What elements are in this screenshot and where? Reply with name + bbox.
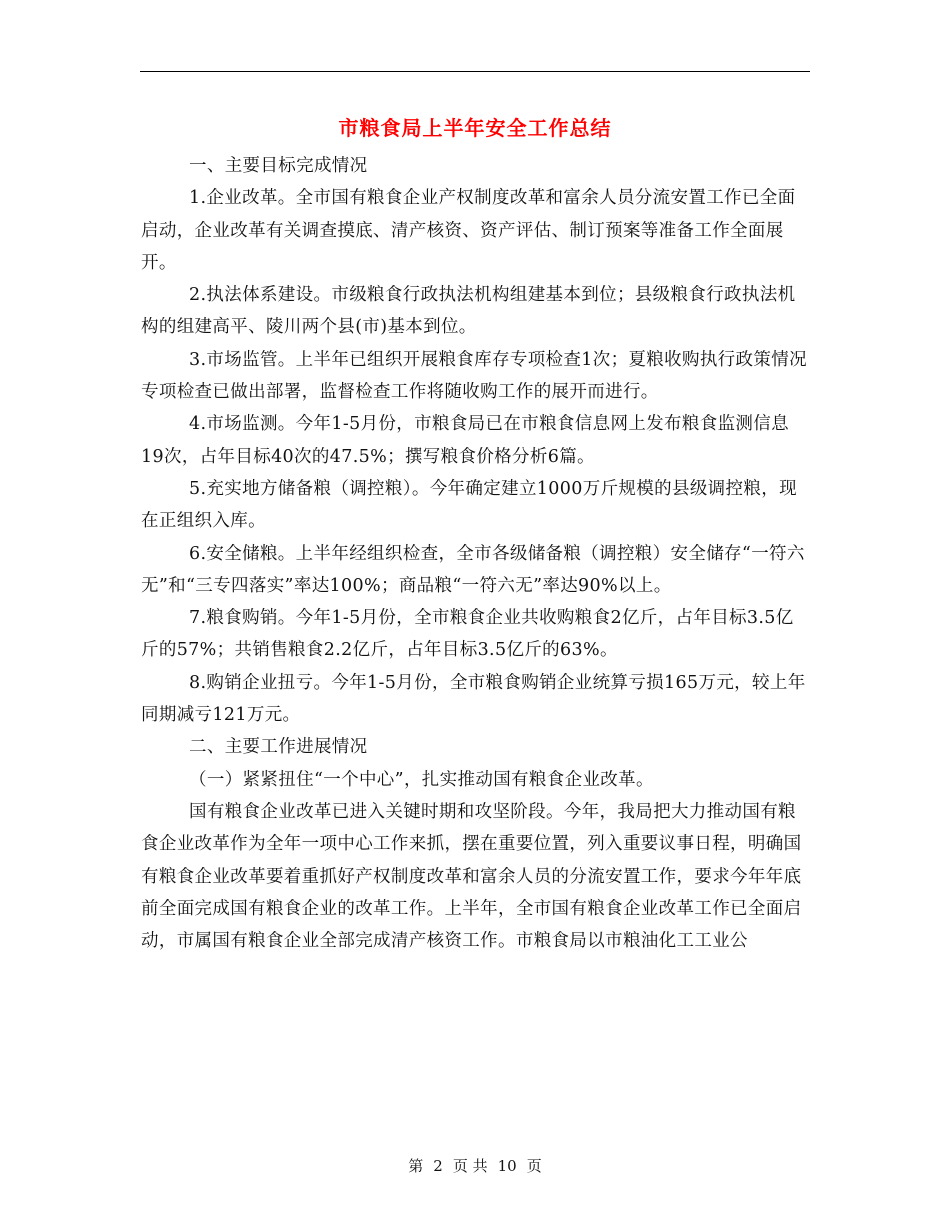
paragraph: 6.安全储粮。上半年经组织检查，全市各级储备粮（调控粮）安全储存“一符六无”和“三专四落实”率达100%；商品粮“一符六无”率达90%以上。	[141, 543, 805, 596]
footer-middle: 页 共	[452, 1157, 488, 1175]
document-body	[141, 150, 811, 957]
section-heading: 一、主要目标完成情况	[189, 156, 368, 176]
section-heading: 二、主要工作进展情况	[189, 737, 368, 758]
paragraph: 5.充实地方储备粮（调控粮）。今年确定建立1000万斤规模的县级调控粮，现在正组织入库。	[141, 478, 797, 532]
paragraph: 3.市场监管。上半年已组织开展粮食库存专项检查1次；夏粮收购执行政策情况专项检查已做出部署，监督检查工作将随收购工作的展开而进行。	[141, 349, 807, 403]
header-rule	[140, 71, 810, 72]
paragraph: 7.粮食购销。今年1-5月份，全市粮食企业共收购粮食2亿斤，占年目标3.5亿斤的57%；共销售粮食2.2亿斤，占年目标3.5亿斤的63%。	[141, 608, 794, 661]
footer-suffix: 页	[526, 1157, 542, 1175]
paragraph: 2.执法体系建设。市级粮食行政执法机构组建基本到位；县级粮食行政执法机构的组建高平、陵川两个县(市)基本到位。	[141, 285, 796, 338]
paragraph: 4.市场监测。今年1-5月份，市粮食局已在市粮食信息网上发布粮食监测信息19次，占年目标40次的47.5%；撰写粮食价格分析6篇。	[141, 414, 789, 467]
document-title: 市粮食局上半年安全工作总结	[338, 116, 612, 140]
paragraph: 国有粮食企业改革已进入关键时期和攻坚阶段。今年，我局把大力推动国有粮食企业改革作为全年一项中心工作来抓，摆在重要位置，列入重要议事日程，明确国有粮食企业改革要着重抓好产权制度改革和富余人员的分流安置工作，要求今年年底前全面完成国有粮食企业的改革工作。上半年，全市国有粮食企业改革工作已全面启动，市属国有粮食企业全部完成清产核资工作。市粮食局以市粮油化工工业公	[141, 801, 802, 952]
subsection-heading: （一）紧紧扭住“一个中心”，扎实推动国有粮食企业改革。	[189, 769, 654, 790]
paragraph: 8.购销企业扭亏。今年1-5月份，全市粮食购销企业统算亏损165万元，较上年同期减亏121万元。	[141, 672, 806, 726]
footer-total-pages: 10	[497, 1157, 517, 1175]
footer-prefix: 第	[408, 1157, 424, 1175]
paragraph: 1.企业改革。全市国有粮食企业产权制度改革和富余人员分流安置工作已全面启动，企业改革有关调查摸底、清产核资、资产评估、制订预案等准备工作全面展开。	[141, 188, 796, 273]
footer-page-number: 2	[433, 1157, 443, 1175]
page-footer	[0, 1155, 950, 1176]
